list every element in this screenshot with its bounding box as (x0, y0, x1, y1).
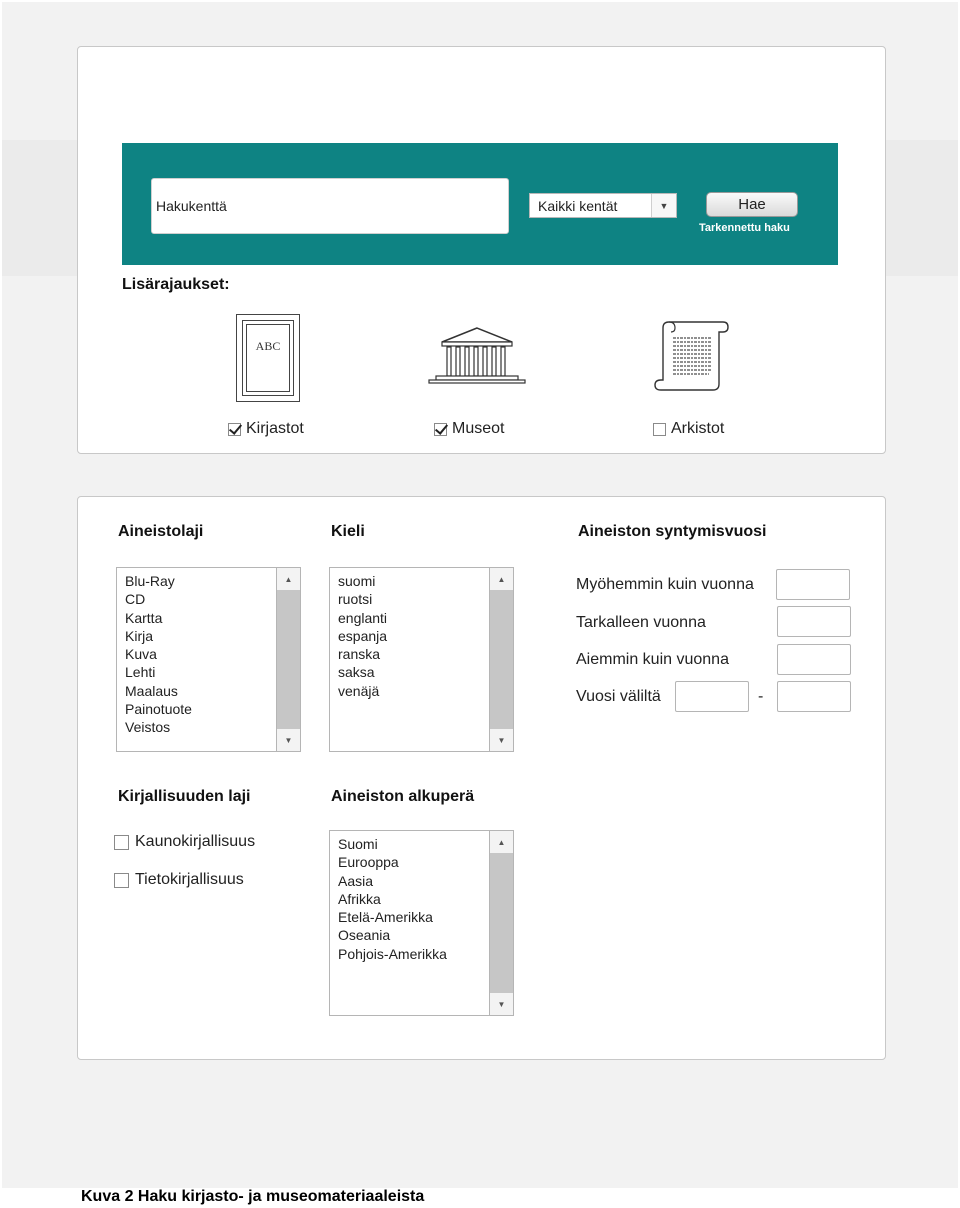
list-item[interactable]: espanja (338, 627, 388, 644)
search-field-select-value: Kaikki kentät (538, 198, 618, 214)
search-button[interactable]: Hae (706, 192, 798, 217)
list-item[interactable]: Afrikka (338, 890, 381, 907)
scroll-down-icon[interactable]: ▼ (277, 728, 300, 751)
literature-type-title: Kirjallisuuden laji (118, 788, 251, 805)
filter-libraries[interactable] (228, 420, 304, 438)
year-range-start-input[interactable] (675, 681, 749, 712)
origin-list[interactable] (329, 830, 514, 1016)
search-input[interactable] (151, 178, 509, 234)
list-item[interactable]: Suomi (338, 836, 378, 852)
list-item[interactable]: Pohjois-Amerikka (338, 945, 447, 962)
list-item[interactable]: Aasia (338, 872, 374, 889)
list-item[interactable]: Etelä-Amerikka (338, 909, 433, 926)
scroll-icon (653, 320, 729, 394)
year-range-end-input[interactable] (777, 681, 851, 712)
later-than-input[interactable] (776, 569, 850, 600)
libraries-label: Kirjastot (246, 420, 304, 437)
fiction-checkbox[interactable] (114, 835, 129, 850)
scroll-up-icon[interactable]: ▲ (277, 568, 300, 591)
later-than-label: Myöhemmin kuin vuonna (576, 576, 754, 593)
language-list[interactable] (329, 567, 514, 752)
list-item[interactable]: englanti (338, 609, 388, 626)
list-item[interactable]: Eurooppa (338, 854, 399, 871)
list-item[interactable]: ruotsi (338, 591, 373, 608)
advanced-search-link[interactable]: Tarkennettu haku (699, 222, 790, 234)
archives-checkbox[interactable] (653, 423, 666, 436)
scroll-up-icon[interactable]: ▲ (490, 568, 513, 591)
fiction-option[interactable] (114, 833, 255, 851)
exact-year-label: Tarkalleen vuonna (576, 614, 706, 631)
scrollbar[interactable] (489, 831, 513, 1015)
list-item[interactable]: Lehti (125, 664, 156, 681)
list-item[interactable]: ranska (338, 646, 381, 663)
book-icon: ABC (236, 314, 300, 402)
chevron-down-icon[interactable]: ▼ (651, 194, 676, 217)
origin-title: Aineiston alkuperä (331, 788, 475, 805)
nonfiction-option[interactable] (114, 871, 244, 889)
list-item[interactable]: Kuva (125, 646, 157, 663)
figure-caption: Kuva 2 Haku kirjasto- ja museomateriaaleista (81, 1188, 425, 1205)
extra-filters-title: Lisärajaukset: (122, 276, 230, 293)
list-item[interactable]: Painotuote (125, 701, 192, 718)
creation-year-title: Aineiston syntymisvuosi (578, 523, 767, 540)
archives-label: Arkistot (671, 420, 725, 437)
fiction-label: Kaunokirjallisuus (135, 833, 256, 850)
material-type-title: Aineistolaji (118, 523, 204, 540)
filter-museums[interactable] (434, 420, 504, 438)
scrollbar[interactable] (489, 568, 513, 751)
list-item[interactable]: venäjä (338, 682, 380, 699)
list-item[interactable]: Kirja (125, 627, 154, 644)
language-title: Kieli (331, 523, 365, 540)
list-item[interactable]: Maalaus (125, 682, 178, 699)
year-range-separator: - (758, 688, 764, 705)
museum-icon (426, 326, 528, 386)
scroll-down-icon[interactable]: ▼ (490, 728, 513, 751)
search-field-select[interactable] (529, 193, 677, 218)
list-item[interactable]: Kartta (125, 609, 163, 626)
nonfiction-label: Tietokirjallisuus (135, 871, 244, 888)
earlier-than-label: Aiemmin kuin vuonna (576, 651, 729, 668)
list-item[interactable]: suomi (338, 573, 376, 589)
earlier-than-input[interactable] (777, 644, 851, 675)
list-item[interactable]: CD (125, 591, 146, 608)
scroll-up-icon[interactable]: ▲ (490, 831, 513, 854)
year-range-label: Vuosi väliltä (576, 688, 661, 705)
material-type-list[interactable] (116, 567, 301, 752)
filter-archives[interactable] (653, 420, 724, 438)
museums-checkbox[interactable] (434, 423, 447, 436)
list-item[interactable]: Oseania (338, 927, 391, 944)
list-item[interactable]: saksa (338, 664, 375, 681)
list-item[interactable]: Veistos (125, 719, 171, 736)
libraries-checkbox[interactable] (228, 423, 241, 436)
scroll-down-icon[interactable]: ▼ (490, 992, 513, 1015)
scrollbar[interactable] (276, 568, 300, 751)
nonfiction-checkbox[interactable] (114, 873, 129, 888)
exact-year-input[interactable] (777, 606, 851, 637)
museums-label: Museot (452, 420, 505, 437)
list-item[interactable]: Blu-Ray (125, 573, 175, 589)
